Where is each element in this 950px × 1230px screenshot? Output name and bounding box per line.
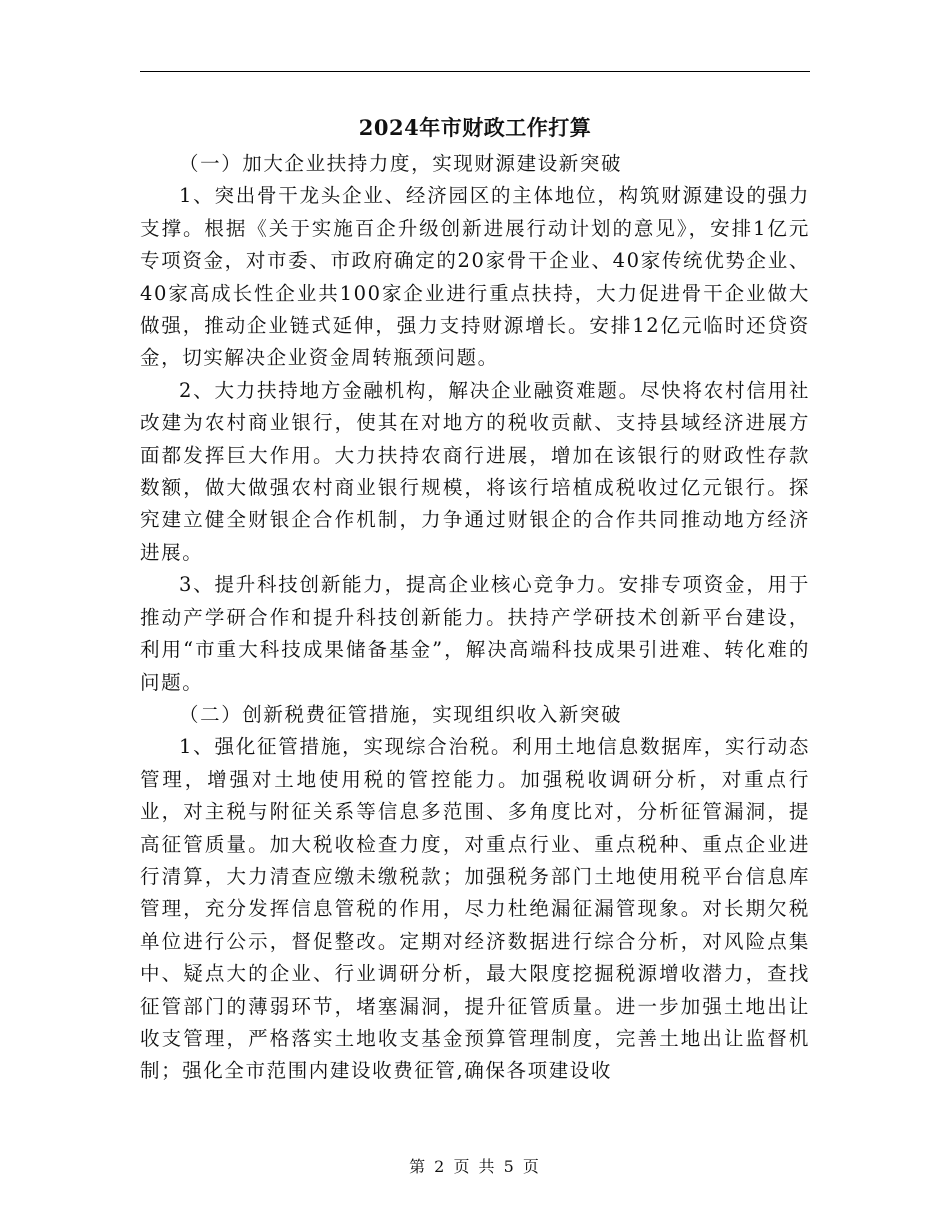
section-heading-1: （一）加大企业扶持力度，实现财源建设新突破 [179, 152, 623, 175]
header-rule [140, 71, 810, 72]
paragraph: 3、提升科技创新能力，提高企业核心竞争力。安排专项资金，用于推动产学研合作和提升科技创新能力。扶持产学研技术创新平台建设，利用“市重大科技成果储备基金”，解决高端科技成果引进难、转化难的问题。 [140, 573, 810, 694]
paragraph: 2、大力扶持地方金融机构，解决企业融资难题。尽快将农村信用社改建为农村商业银行，使其在对地方的税收贡献、支持县域经济进展方面都发挥巨大作用。大力扶持农商行进展，增加在该银行的财政性存款数额，做大做强农村商业银行规模，将该行培植成税收过亿元银行。探究建立健全财银企合作机制，力争通过财银企的合作共同推动地方经济进展。 [140, 378, 810, 564]
paragraph: 1、突出骨干龙头企业、经济园区的主体地位，构筑财源建设的强力支撑。根据《关于实施百企升级创新进展行动计划的意见》，安排1亿元专项资金，对市委、市政府确定的20家骨干企业、40家传统优势企业、40家高成长性企业共100家企业进行重点扶持，大力促进骨干企业做大做强，推动企业链式延伸，强力支持财源增长。安排12亿元临时还贷资金，切实解决企业资金周转瓶颈问题。 [140, 184, 810, 370]
document-body [140, 148, 810, 1088]
section-heading-2: （二）创新税费征管措施，实现组织收入新突破 [179, 702, 623, 726]
page-number: 第 2 页 共 5 页 [409, 1157, 541, 1176]
paragraph: 1、强化征管措施，实现综合治税。利用土地信息数据库，实行动态管理，增强对土地使用税的管控能力。加强税收调研分析，对重点行业，对主税与附征关系等信息多范围、多角度比对，分析征管漏洞，提高征管质量。加大税收检查力度，对重点行业、重点税种、重点企业进行清算，大力清查应缴未缴税款；加强税务部门土地使用税平台信息库管理，充分发挥信息管税的作用，尽力杜绝漏征漏管现象。对长期欠税单位进行公示，督促整改。定期对经济数据进行综合分析，对风险点集中、疑点大的企业、行业调研分析，最大限度挖掘税源增收潜力，查找征管部门的薄弱环节，堵塞漏洞，提升征管质量。进一步加强土地出让收支管理，严格落实土地收支基金预算管理制度，完善土地出让监督机制；强化全市范围内建设收费征管,确保各项建设收 [140, 735, 810, 1083]
document-title: 2024年市财政工作打算 [358, 115, 592, 140]
